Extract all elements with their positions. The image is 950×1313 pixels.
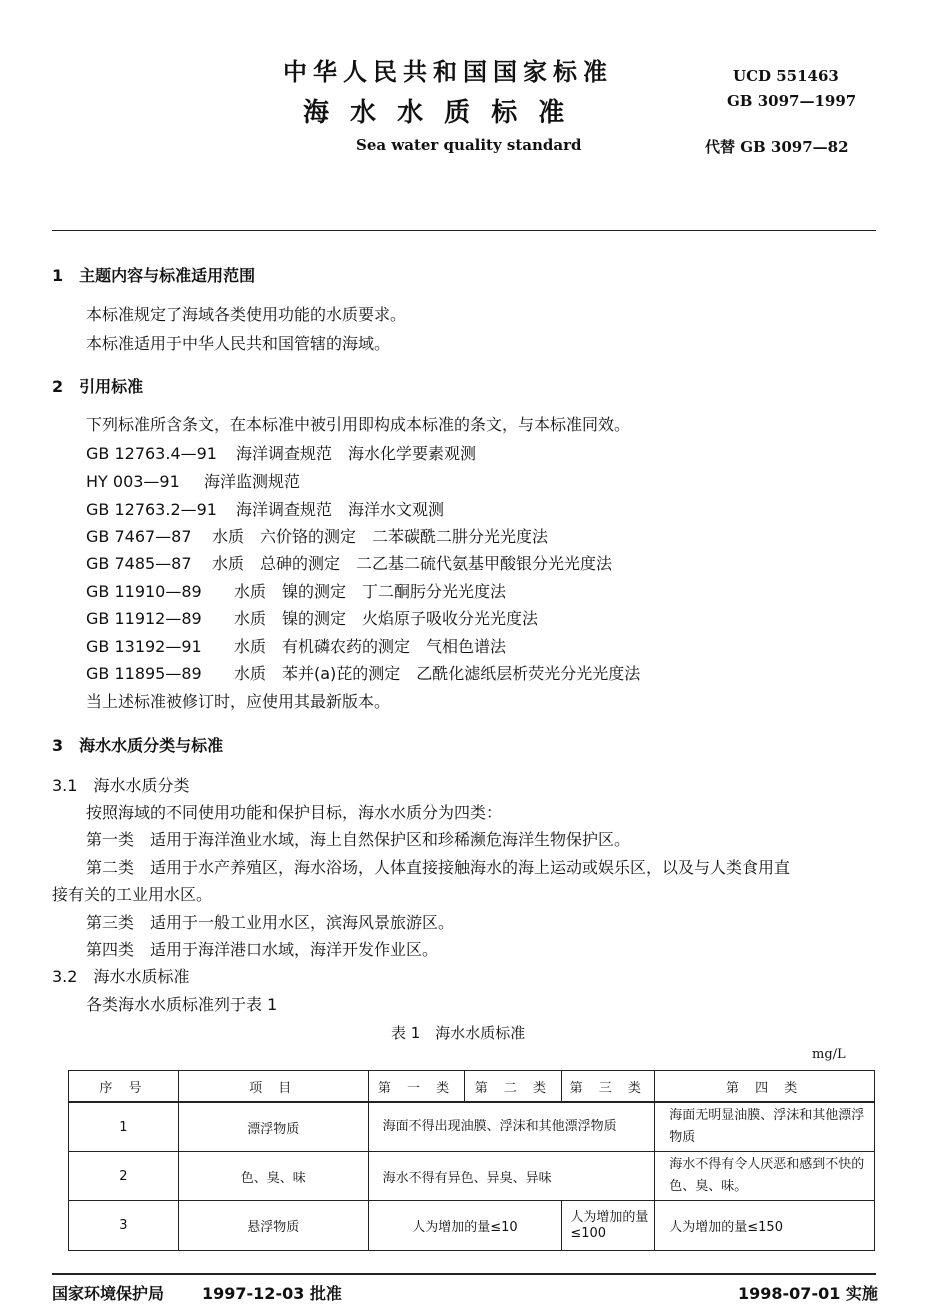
reference-code: GB 12763.4—91 <box>86 444 217 463</box>
reference-title: 水质 六价铬的测定 二苯碳酰二肼分光光度法 <box>212 527 549 546</box>
document-title: 海 水 水 质 标 准 <box>303 98 571 128</box>
class-3-definition: 第三类 适用于一般工业用水区，滨海风景旅游区。 <box>86 913 455 932</box>
standard-title: 中华人民共和国国家标准 <box>283 58 613 86</box>
reference-title: 水质 镍的测定 丁二酮肟分光光度法 <box>234 582 507 601</box>
reference-item <box>86 497 444 520</box>
class-4-definition: 第四类 适用于海洋港口水域，海洋开发作业区。 <box>86 940 439 959</box>
class-1-2-3-value: 海面不得出现油膜、浮沫和其他漂浮物质 <box>368 1102 655 1152</box>
section-2-intro: 下列标准所含条文，在本标准中被引用即构成本标准的条文，与本标准同效。 <box>86 415 631 434</box>
reference-code: GB 11910—89 <box>86 582 202 601</box>
section-2-outro: 当上述标准被修订时，应使用其最新版本。 <box>86 692 391 711</box>
row-number: 3 <box>69 1201 179 1251</box>
table-caption: 表 1 海水水质标准 <box>391 1024 526 1042</box>
reference-item <box>86 606 538 629</box>
class-1-2-value: 人为增加的量≤10 <box>368 1201 562 1251</box>
reference-title: 水质 有机磷农药的测定 气相色谱法 <box>234 637 507 656</box>
section-1-paragraph: 本标准规定了海域各类使用功能的水质要求。 <box>86 305 407 324</box>
table-row <box>69 1152 875 1201</box>
footer-divider <box>52 1273 876 1275</box>
reference-item <box>86 634 506 657</box>
row-item: 漂浮物质 <box>178 1102 368 1152</box>
reference-item <box>86 441 476 464</box>
row-number: 2 <box>69 1152 179 1201</box>
class-2-definition-continued: 接有关的工业用水区。 <box>52 885 213 904</box>
section-3-2-text: 各类海水水质标准列于表 1 <box>86 995 278 1014</box>
section-2-heading: 2 引用标准 <box>52 377 144 396</box>
column-header: 第 二 类 <box>465 1071 562 1103</box>
replaces-code: 代替 GB 3097—82 <box>705 138 849 156</box>
reference-title: 水质 总砷的测定 二乙基二硫代氨基甲酸银分光光度法 <box>212 554 613 573</box>
class-3-value: 人为增加的量≤100 <box>562 1201 655 1251</box>
row-item: 悬浮物质 <box>178 1201 368 1251</box>
column-header: 第 四 类 <box>655 1071 875 1103</box>
section-3-1-intro: 按照海域的不同使用功能和保护目标，海水水质分为四类： <box>86 803 503 822</box>
reference-title: 海洋调查规范 海洋水文观测 <box>236 500 445 519</box>
class-4-value: 人为增加的量≤150 <box>655 1201 875 1251</box>
approval-date: 1997-12-03 批准 <box>202 1284 342 1303</box>
reference-code: GB 11895—89 <box>86 664 202 683</box>
row-number: 1 <box>69 1102 179 1152</box>
column-header: 第 三 类 <box>562 1071 655 1103</box>
section-1-paragraph: 本标准适用于中华人民共和国管辖的海域。 <box>86 334 391 353</box>
table-row <box>69 1102 875 1152</box>
reference-item <box>86 524 548 547</box>
reference-code: GB 11912—89 <box>86 609 202 628</box>
reference-code: GB 13192—91 <box>86 637 202 656</box>
header-divider <box>52 230 876 231</box>
section-3-heading: 3 海水水质分类与标准 <box>52 736 224 755</box>
section-3-2-heading: 3.2 海水水质标准 <box>52 967 190 986</box>
issuing-agency: 国家环境保护局 <box>52 1284 165 1303</box>
effective-date: 1998-07-01 实施 <box>738 1284 878 1303</box>
class-1-definition: 第一类 适用于海洋渔业水域，海上自然保护区和珍稀濒危海洋生物保护区。 <box>86 830 631 849</box>
column-header: 第 一 类 <box>368 1071 465 1103</box>
reference-item <box>86 469 300 492</box>
table-unit: mg/L <box>812 1047 846 1062</box>
reference-code: GB 12763.2—91 <box>86 500 217 519</box>
table-header-row <box>69 1071 875 1103</box>
class-2-definition: 第二类 适用于水产养殖区，海水浴场，人体直接接触海水的海上运动或娱乐区，以及与人类食用直 <box>86 858 791 877</box>
reference-title: 水质 镍的测定 火焰原子吸收分光光度法 <box>234 609 539 628</box>
reference-code: GB 7467—87 <box>86 527 192 546</box>
table-row <box>69 1201 875 1251</box>
reference-title: 海洋监测规范 <box>204 472 301 491</box>
ucd-code: UCD 551463 <box>733 67 839 85</box>
reference-item <box>86 551 612 574</box>
reference-code: HY 003—91 <box>86 472 180 491</box>
column-header: 序 号 <box>69 1071 179 1103</box>
class-1-2-3-value: 海水不得有异色、异臭、异味 <box>368 1152 655 1201</box>
reference-code: GB 7485—87 <box>86 554 192 573</box>
row-item: 色、臭、味 <box>178 1152 368 1201</box>
class-4-value: 海面无明显油膜、浮沫和其他漂浮物质 <box>655 1102 875 1152</box>
reference-item <box>86 661 640 684</box>
class-4-value: 海水不得有令人厌恶和感到不快的色、臭、味。 <box>655 1152 875 1201</box>
reference-title: 水质 苯并(a)芘的测定 乙酰化滤纸层析荧光分光光度法 <box>234 664 641 683</box>
section-1-heading: 1 主题内容与标准适用范围 <box>52 266 256 285</box>
gb-code: GB 3097—1997 <box>727 92 857 110</box>
column-header: 项 目 <box>178 1071 368 1103</box>
water-quality-table <box>68 1070 875 1251</box>
reference-item <box>86 579 506 602</box>
document-title-english: Sea water quality standard <box>356 136 582 154</box>
reference-title: 海洋调查规范 海水化学要素观测 <box>236 444 477 463</box>
section-3-1-heading: 3.1 海水水质分类 <box>52 776 190 795</box>
